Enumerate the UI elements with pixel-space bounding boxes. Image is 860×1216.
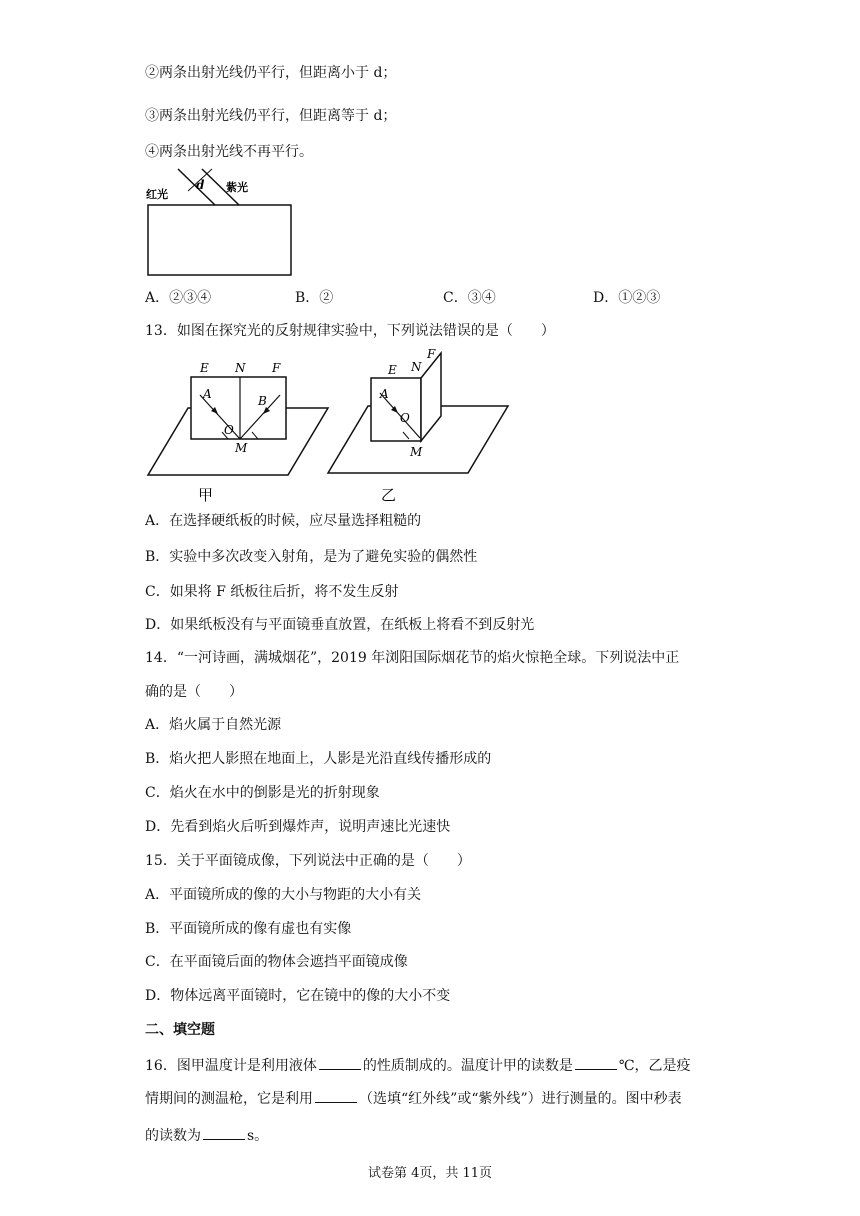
q16-blank-1[interactable] xyxy=(319,1055,361,1070)
q16-text-3b: s。 xyxy=(247,1128,269,1144)
page-footer: 试卷第 4页，共 11页 xyxy=(367,1166,493,1181)
q13-option-b: B．实验中多次改变入射角，是为了避免实验的偶然性 xyxy=(145,549,478,565)
q16-text-1c: ℃，乙是疫 xyxy=(618,1058,691,1074)
q13-option-d: D．如果纸板没有与平面镜垂直放置，在纸板上将看不到反射光 xyxy=(145,617,535,633)
label-e-yi: E xyxy=(388,363,397,377)
violet-light-label: 紫光 xyxy=(226,181,248,194)
q14-option-d: D．先看到焰火后听到爆炸声，说明声速比光速快 xyxy=(145,819,451,835)
label-a-yi: A xyxy=(380,387,389,401)
q16-line2 xyxy=(145,1088,682,1109)
q14-option-a: A．焰火属于自然光源 xyxy=(145,717,282,733)
q15-option-b: B．平面镜所成的像有虚也有实像 xyxy=(145,921,352,937)
q14-stem-line1: 14．“一河诗画，满城烟花”，2019 年浏阳国际烟花节的焰火惊艳全球。下列说法中正 xyxy=(145,650,680,666)
q13-option-a: A．在选择硬纸板的时候，应尽量选择粗糙的 xyxy=(145,513,422,529)
label-o: O xyxy=(224,423,234,437)
q16-blank-2[interactable] xyxy=(575,1055,617,1070)
q16-blank-3[interactable] xyxy=(315,1088,357,1103)
d-label: d xyxy=(196,178,205,192)
label-m-yi: M xyxy=(410,445,423,459)
label-n: N xyxy=(235,361,246,375)
q16-text-3a: 的读数为 xyxy=(145,1128,201,1144)
q14-stem-line2: 确的是（ ） xyxy=(145,684,243,700)
red-light-label: 红光 xyxy=(146,188,168,201)
q16-line3 xyxy=(145,1125,268,1146)
label-m: M xyxy=(235,441,248,455)
section-title-fill-in: 二、填空题 xyxy=(145,1022,215,1038)
paper-board-f-folded xyxy=(421,353,441,441)
glass-block xyxy=(148,205,291,275)
q16-line1 xyxy=(145,1055,691,1076)
label-f: F xyxy=(272,361,281,375)
q16-text-2a: 情期间的测温枪，它是利用 xyxy=(145,1091,313,1107)
q12-statement-2: ②两条出射光线仍平行，但距离小于 d； xyxy=(145,65,397,81)
q13-folded-board-figure xyxy=(328,348,528,505)
q12-option-c: C．③④ xyxy=(443,290,496,306)
q12-statement-4: ④两条出射光线不再平行。 xyxy=(145,144,313,160)
q16-blank-4[interactable] xyxy=(203,1125,245,1140)
label-o-yi: O xyxy=(400,411,410,425)
q15-option-a: A．平面镜所成的像的大小与物距的大小有关 xyxy=(145,887,422,903)
q13-reflection-figure xyxy=(148,350,348,505)
q16-text-1b: 的性质制成的。温度计甲的读数是 xyxy=(362,1058,573,1074)
q13-option-c: C．如果将 F 纸板往后折，将不发生反射 xyxy=(145,584,399,600)
q12-option-a: A．②③④ xyxy=(145,290,212,306)
label-f-yi: F xyxy=(427,347,436,361)
q15-option-d: D．物体远离平面镜时，它在镜中的像的大小不变 xyxy=(145,988,451,1004)
q16-text-2b: （选填“红外线”或“紫外线”）进行测量的。图中秒表 xyxy=(359,1091,682,1107)
q15-option-c: C．在平面镜后面的物体会遮挡平面镜成像 xyxy=(145,954,408,970)
label-n-yi: N xyxy=(411,360,422,374)
q14-option-c: C．焰火在水中的倒影是光的折射现象 xyxy=(145,785,380,801)
q15-stem: 15．关于平面镜成像，下列说法中正确的是（ ） xyxy=(145,853,471,869)
caption-yi: 乙 xyxy=(381,486,397,504)
q13-stem: 13．如图在探究光的反射规律实验中，下列说法错误的是（ ） xyxy=(145,323,555,339)
label-a: A xyxy=(203,387,212,401)
label-b: B xyxy=(258,394,267,408)
q12-glass-block-figure xyxy=(140,165,300,280)
label-e: E xyxy=(200,361,209,375)
q12-option-b: B．② xyxy=(295,290,334,306)
q14-option-b: B．焰火把人影照在地面上，人影是光沿直线传播形成的 xyxy=(145,751,492,767)
q16-text-1a: 16．图甲温度计是利用液体 xyxy=(145,1058,317,1074)
q12-option-d: D．①②③ xyxy=(593,290,661,306)
caption-jia: 甲 xyxy=(198,486,214,504)
q12-statement-3: ③两条出射光线仍平行，但距离等于 d； xyxy=(145,108,397,124)
q12-options xyxy=(145,287,705,307)
